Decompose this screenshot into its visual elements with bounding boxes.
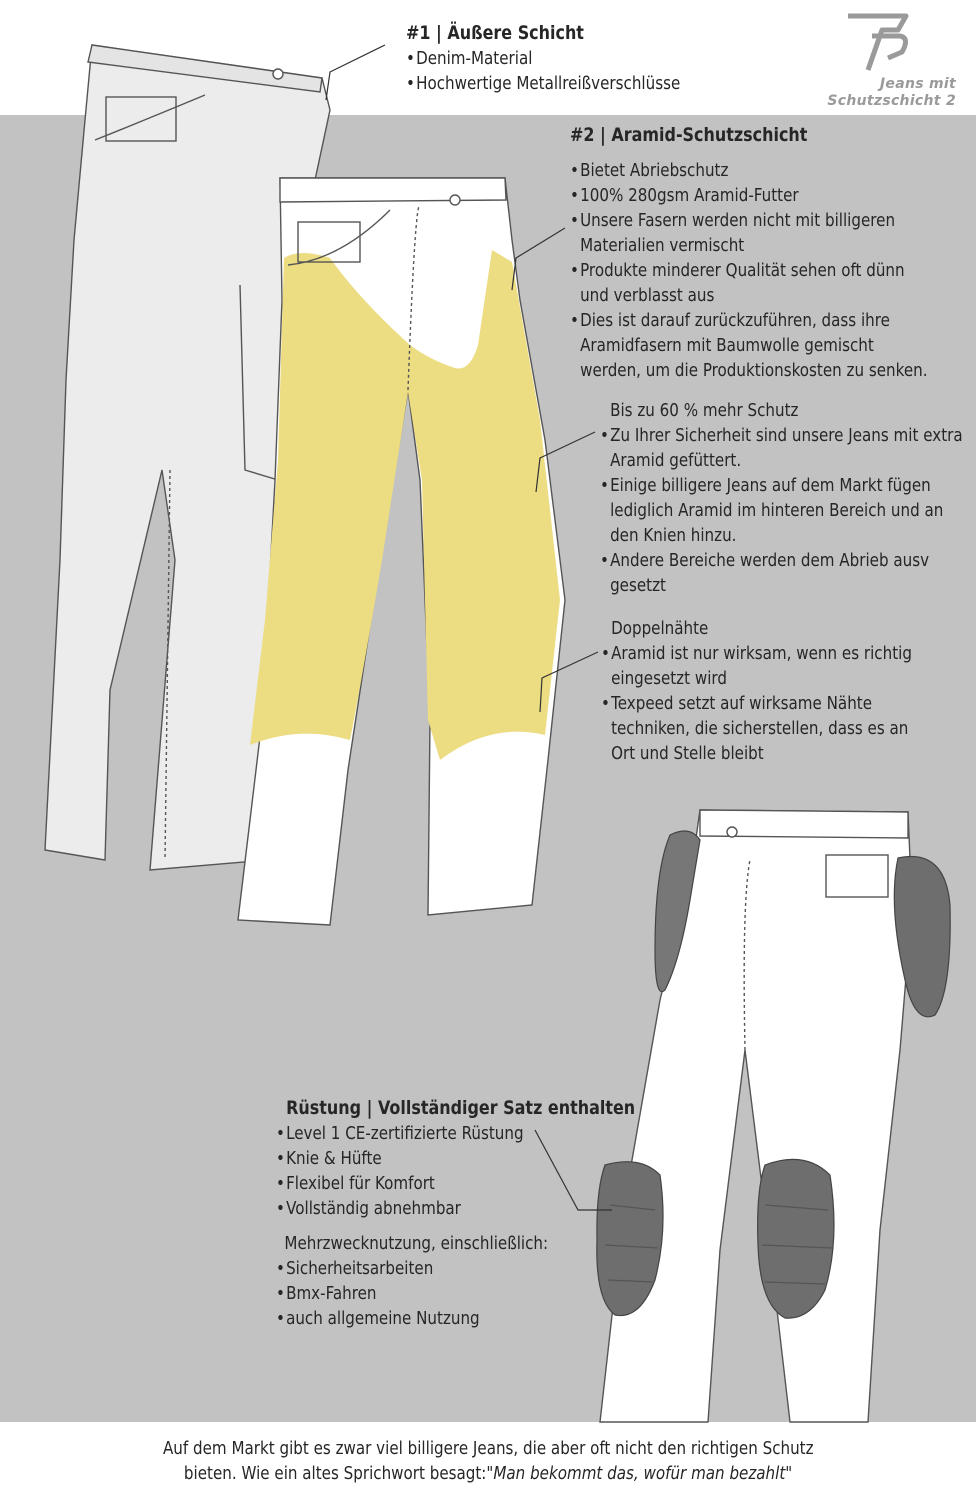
list-item-line: • Einige billigere Jeans auf dem Markt fügen <box>610 475 931 496</box>
list-item: • Knie & Hüfte <box>276 1146 635 1171</box>
logo-caption-line1: Jeans mit <box>879 76 956 92</box>
list-item-line: und verblasst aus <box>580 285 715 306</box>
list-item: • auch allgemeine Nutzung <box>276 1306 635 1331</box>
aramid-layer-list <box>570 158 928 383</box>
footer-note <box>0 1436 976 1486</box>
list-item-line: • Unsere Fasern werden nicht mit billigeren <box>580 210 896 231</box>
list-item-line: den Knien hinzu. <box>610 525 737 546</box>
list-item-line: • 100% 280gsm Aramid-Futter <box>580 185 799 206</box>
list-item-line: eingesetzt wird <box>611 668 727 689</box>
armor-heading: Rüstung | Vollständiger Satz enthalten <box>286 1097 636 1119</box>
list-item <box>570 308 928 383</box>
outer-layer-heading: #1 | Äußere Schicht <box>406 22 584 44</box>
list-item: • Denim-Material <box>406 46 680 71</box>
more-protection-heading: Bis zu 60 % mehr Schutz <box>610 400 799 421</box>
list-item-line: • Dies ist darauf zurückzuführen, dass ihre <box>580 310 890 331</box>
list-item: • Level 1 CE-zertifizierte Rüstung <box>276 1121 635 1146</box>
list-item-line: werden, um die Produktionskosten zu senken. <box>580 360 928 381</box>
list-item <box>601 691 912 766</box>
armor-list <box>276 1121 635 1221</box>
list-item-line: • Bietet Abriebschutz <box>580 160 729 181</box>
armor-callout <box>276 1096 635 1331</box>
more-protection-callout <box>600 398 963 598</box>
multi-use-list <box>276 1256 635 1331</box>
footer-line2-prefix: bieten. Wie ein altes Sprichwort besagt: <box>183 1463 487 1484</box>
list-item: • Flexibel für Komfort <box>276 1171 635 1196</box>
list-item: • Hochwertige Metallreißverschlüsse <box>406 71 680 96</box>
knee-armor-right <box>758 1159 834 1318</box>
list-item-line: gesetzt <box>610 575 666 596</box>
outer-layer-callout <box>406 21 680 96</box>
footer-line2 <box>184 1461 792 1486</box>
double-seams-list <box>601 641 912 766</box>
list-item-line: Materialien vermischt <box>580 235 745 256</box>
list-item <box>600 473 963 548</box>
list-item-line: • Andere Bereiche werden dem Abrieb ausv <box>610 550 930 571</box>
double-seams-heading: Doppelnähte <box>611 618 709 639</box>
list-item <box>600 423 963 473</box>
list-item-line: • Aramid ist nur wirksam, wenn es richtig <box>611 643 912 664</box>
list-item-line: • Produkte minderer Qualität sehen oft dünn <box>580 260 905 281</box>
logo-caption <box>760 76 956 110</box>
list-item-line: Ort und Stelle bleibt <box>611 743 764 764</box>
list-item <box>570 183 928 208</box>
outer-layer-list <box>406 46 680 96</box>
list-item <box>601 641 912 691</box>
list-item-line: Aramid gefüttert. <box>610 450 742 471</box>
more-protection-list <box>600 423 963 598</box>
list-item <box>570 158 928 183</box>
tp-logo-icon <box>848 16 906 70</box>
list-item-line: techniken, die sicherstellen, dass es an <box>611 718 909 739</box>
footer-line1: Auf dem Markt gibt es zwar viel billigere Jeans, die aber oft nicht den richtigen Schutz <box>162 1438 814 1459</box>
list-item <box>570 258 928 308</box>
multi-use-heading: Mehrzwecknutzung, einschließlich: <box>284 1233 549 1254</box>
list-item <box>570 208 928 258</box>
double-seams-callout <box>601 616 912 766</box>
list-item-line: • Zu Ihrer Sicherheit sind unsere Jeans mit extra <box>610 425 963 446</box>
list-item: • Vollständig abnehmbar <box>276 1196 635 1221</box>
list-item: • Bmx-Fahren <box>276 1281 635 1306</box>
list-item: • Sicherheitsarbeiten <box>276 1256 635 1281</box>
footer-quote: "Man bekommt das, wofür man bezahlt" <box>486 1463 793 1484</box>
logo-caption-line2: Schutzschicht 2 <box>827 93 956 109</box>
aramid-layer-heading: #2 | Aramid-Schutzschicht <box>570 124 808 146</box>
list-item-line: • Texpeed setzt auf wirksame Nähte <box>611 693 873 714</box>
aramid-layer-callout <box>570 123 928 383</box>
list-item-line: Aramidfasern mit Baumwolle gemischt <box>580 335 874 356</box>
list-item-line: lediglich Aramid im hinteren Bereich und an <box>610 500 944 521</box>
list-item <box>600 548 963 598</box>
